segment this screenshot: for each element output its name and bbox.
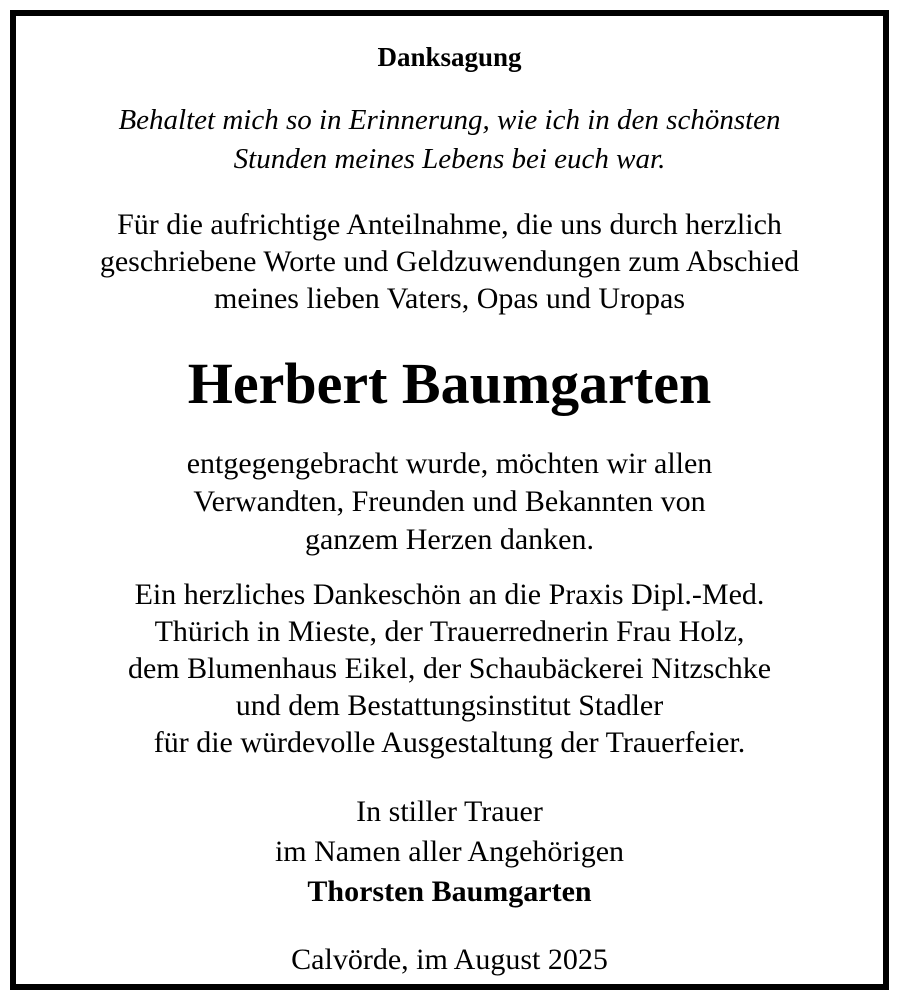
paragraph-line: ganzem Herzen danken. — [304, 523, 594, 556]
paragraph-line: Ein herzliches Dankeschön an die Praxis Dipl.-Med. — [134, 578, 765, 611]
thanks-paragraph-services — [16, 576, 883, 761]
thanks-paragraph-intro — [16, 206, 883, 317]
memorial-motto — [16, 101, 883, 179]
paragraph-line: meines lieben Vaters, Opas und Uropas — [213, 282, 685, 315]
place-date-text: Calvörde, im August 2025 — [291, 943, 608, 976]
paragraph-line: und dem Bestattungsinstitut Stadler — [235, 689, 664, 722]
paragraph-line: entgegengebracht wurde, möchten wir allen — [186, 447, 713, 480]
paragraph-line: dem Blumenhaus Eikel, der Schaubäckerei Nitzschke — [127, 652, 772, 685]
notice-heading — [16, 40, 883, 74]
closing-line: In stiller Trauer — [356, 795, 543, 828]
notice-frame — [10, 10, 889, 990]
place-date — [16, 941, 883, 979]
paragraph-line: geschriebene Worte und Geldzuwendungen zum Abschied — [99, 245, 800, 278]
closing-block — [16, 792, 883, 912]
heading-text: Danksagung — [377, 42, 522, 72]
paragraph-line: Für die aufrichtige Anteilnahme, die uns durch herzlich — [117, 208, 782, 241]
signature: Thorsten Baumgarten — [307, 875, 592, 908]
deceased-name-text: Herbert Baumgarten — [187, 351, 712, 416]
closing-line: im Namen aller Angehörigen — [274, 835, 625, 868]
thanks-paragraph-relatives — [16, 445, 883, 559]
paragraph-line: Thürich in Mieste, der Trauerrednerin Frau Holz, — [154, 615, 745, 648]
paragraph-line: Verwandten, Freunden und Bekannten von — [193, 485, 706, 518]
motto-line: Behaltet mich so in Erinnerung, wie ich in den schönsten — [118, 104, 781, 136]
deceased-name — [16, 349, 883, 419]
paragraph-line: für die würdevolle Ausgestaltung der Trauerfeier. — [153, 726, 746, 759]
motto-line: Stunden meines Lebens bei euch war. — [233, 143, 666, 175]
